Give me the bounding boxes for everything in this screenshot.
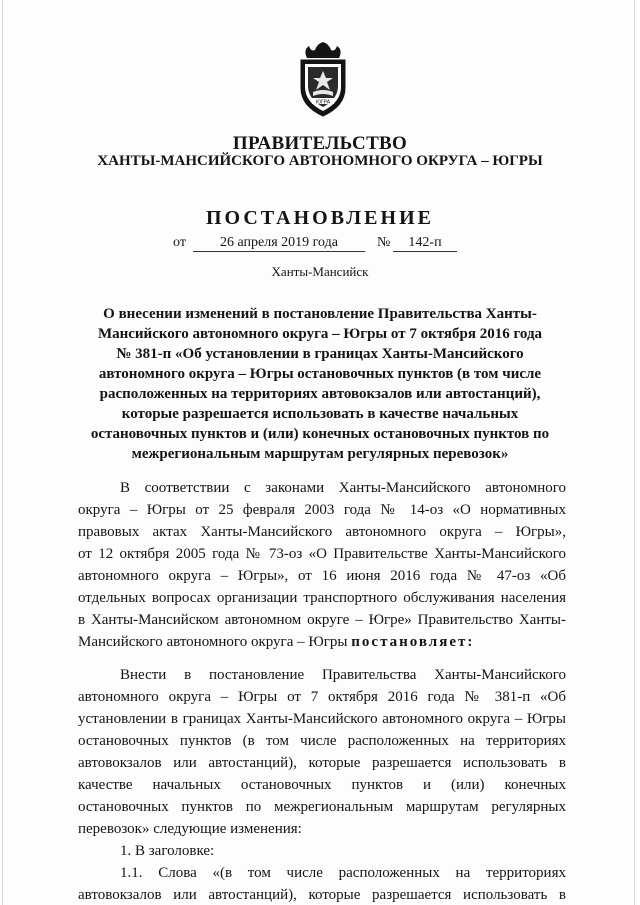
decree-dateline [0, 235, 640, 253]
city: Ханты-Мансийск [271, 264, 369, 279]
text-line: от 12 октября 2005 года № 73-оз «О Правительстве Ханты-Мансийского [78, 546, 566, 562]
resolves-keyword: постановляет: [351, 634, 475, 650]
title-line: О внесении изменений в постановление Правительства Ханты- [103, 306, 537, 322]
decree-number: 142-п [408, 235, 442, 250]
title-line: Мансийского автономного округа – Югры от 7 октября 2016 года [97, 326, 543, 342]
title-line: расположенных на территориях автовокзалов или автостанций), [99, 386, 541, 402]
title-line: которые разрешается использовать в качестве начальных [121, 406, 519, 422]
text-line: правовых актах Ханты-Мансийского автономного округа – Югры», [78, 524, 566, 540]
date-prefix: от [173, 235, 186, 250]
government-title: ПРАВИТЕЛЬСТВО [232, 133, 408, 154]
number-underline [393, 251, 457, 252]
item-1-1: 1.1. Слова «(в том числе расположенных на территориях [120, 865, 566, 881]
text-line-final [78, 632, 566, 652]
date-underline [193, 251, 365, 252]
text-line: В соответствии с законами Ханты-Мансийского автономного [120, 480, 566, 496]
title-line: остановочных пунктов и (или) конечных остановочных пунктов по [90, 426, 550, 442]
text-line: в Ханты-Мансийском автономном округе – Югре» Правительство Ханты- [78, 612, 566, 628]
region-title: ХАНТЫ-МАНСИЙСКОГО АВТОНОМНОГО ОКРУГА – ЮГРЫ [97, 153, 543, 169]
title-line: межрегиональным маршрутам регулярных перевозок» [131, 446, 509, 462]
decree-date: 26 апреля 2019 года [220, 235, 338, 250]
svg-text:ЮГРА: ЮГРА [315, 99, 331, 106]
text-line: качестве начальных остановочных пунктов и (или) конечных [78, 777, 566, 793]
text-line: автономного округа – Югры от 7 октября 2016 года № 381-п «Об [78, 689, 566, 705]
text-line-start: Мансийского автономного округа – Югры [78, 634, 352, 650]
text-line: автономного округа – Югры», от 16 июня 2016 года № 47-оз «Об [78, 568, 566, 584]
item-1: 1. В заголовке: [120, 843, 215, 859]
text-line: автовокзалов или автостанций), которые разрешается использовать в [78, 755, 566, 771]
title-line: № 381-п «Об установлении в границах Ханты-Мансийского [116, 346, 524, 362]
number-prefix: № [377, 235, 391, 250]
text-line: остановочных пунктов по межрегиональным маршрутам регулярных [78, 799, 566, 815]
text-line: отдельных вопросах организации транспортного обслуживания населения [78, 590, 566, 606]
text-line: установлении в границах Ханты-Мансийского автономного округа – Югры [78, 711, 566, 727]
text-line: перевозок» следующие изменения: [78, 821, 302, 837]
document-type: ПОСТАНОВЛЕНИЕ [206, 207, 434, 229]
text-line: остановочных пунктов (в том числе расположенных на территориях [78, 733, 566, 749]
text-line: округа – Югры от 25 февраля 2003 года № 14-оз «О нормативных [78, 502, 566, 518]
text-line: автовокзалов или автостанций), которые разрешается использовать в [78, 887, 566, 903]
text-line: Внести в постановление Правительства Ханты-Мансийского [120, 667, 566, 683]
coat-of-arms-emblem [295, 40, 351, 120]
title-line: автономного округа – Югры остановочных пунктов (в том числе [98, 366, 542, 382]
